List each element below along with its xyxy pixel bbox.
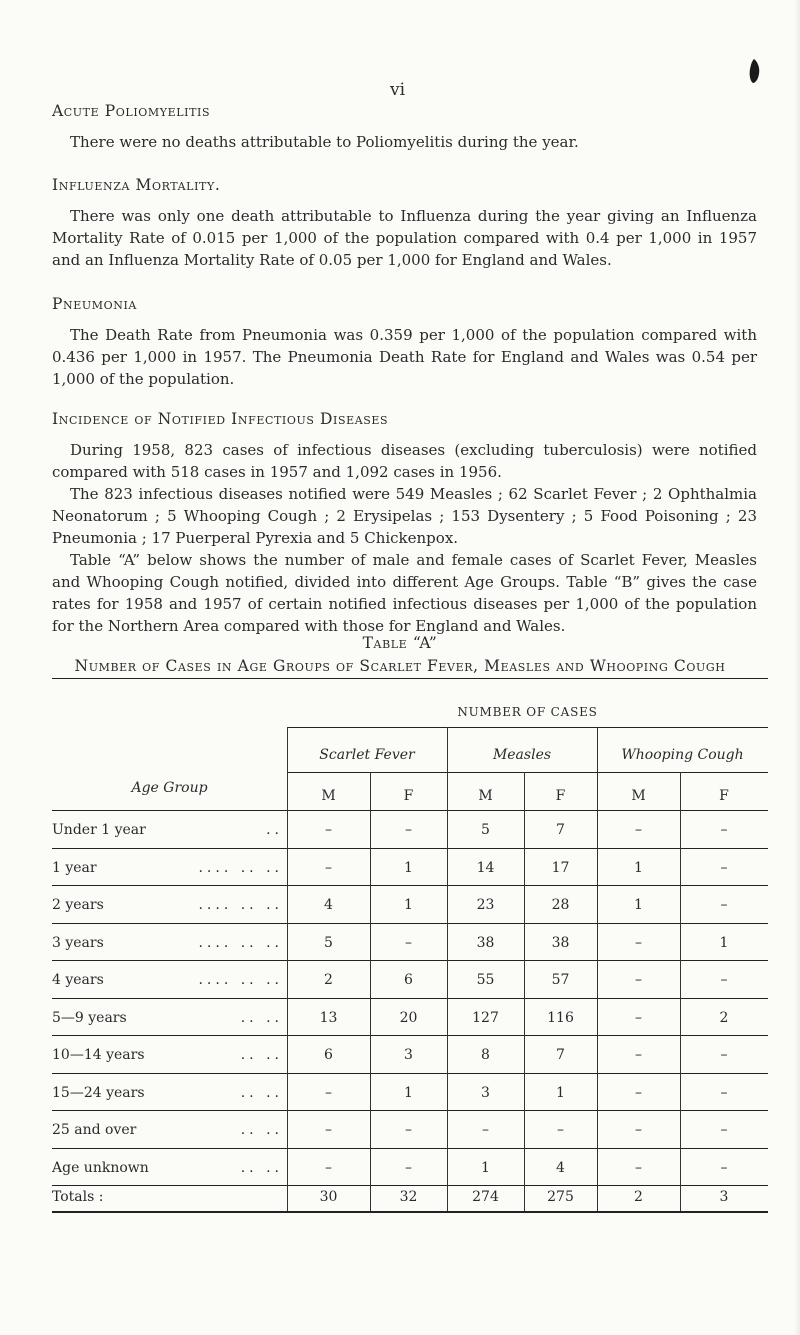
table-cell: 7 bbox=[556, 1047, 565, 1063]
row-rule bbox=[52, 885, 768, 886]
age-group-label: 3 years bbox=[52, 934, 104, 951]
age-group-label: 15—24 years bbox=[52, 1084, 145, 1101]
section-heading: Influenza Mortality. bbox=[52, 176, 221, 194]
row-rule bbox=[52, 1110, 768, 1111]
leader-dots: .. .. bbox=[240, 1009, 283, 1026]
table-cell: – bbox=[635, 1047, 642, 1063]
totals-cell: 274 bbox=[472, 1189, 499, 1205]
leader-dots: .. .. bbox=[240, 1084, 283, 1101]
table-row-label bbox=[52, 935, 287, 951]
row-rule bbox=[52, 1148, 768, 1149]
table-row-label bbox=[52, 860, 287, 876]
leader-dots: .. .. bbox=[240, 1047, 283, 1063]
table-cell: – bbox=[325, 859, 332, 876]
table-row-label bbox=[52, 1047, 287, 1063]
table-caption: Number of Cases in Age Groups of Scarlet Fever, Measles and Whooping Cough bbox=[74, 657, 726, 675]
sex-divider bbox=[680, 772, 681, 1211]
sex-subheader: F bbox=[555, 788, 566, 804]
row-rule bbox=[52, 960, 768, 961]
table-cell: – bbox=[720, 897, 728, 913]
table-cell: 2 bbox=[324, 972, 333, 988]
paragraph: Table “A” below shows the number of male and female cases of Scarlet Fever, Measles and Whooping Cough notified, divided into different Age Groups. Table “B” gives the case rates for 1958 and 1957 of certain notified infectious diseases per 1,000 of the population for the Northern Area compared with those for England and Wales. bbox=[52, 551, 757, 635]
table-cell: 55 bbox=[476, 972, 495, 988]
table-cell: 1 bbox=[404, 859, 413, 876]
table-row-label bbox=[52, 1160, 287, 1176]
sex-subheader: F bbox=[719, 788, 729, 804]
table-cell: 116 bbox=[547, 1009, 574, 1026]
group-divider bbox=[597, 727, 598, 1211]
table-bottom-rule bbox=[52, 1211, 768, 1213]
number-of-cases-header: NUMBER OF CASES bbox=[457, 705, 598, 719]
table-row-label bbox=[52, 972, 287, 988]
table-cell: 57 bbox=[551, 972, 570, 988]
totals-cell: 2 bbox=[634, 1189, 643, 1205]
row-rule bbox=[52, 1073, 768, 1074]
table-label: Table “A” bbox=[362, 634, 438, 652]
age-group-label: 25 and over bbox=[52, 1122, 137, 1138]
table-cell: 3 bbox=[404, 1047, 413, 1063]
section-body bbox=[52, 324, 757, 390]
table-cell: – bbox=[635, 972, 642, 988]
table-cell: – bbox=[635, 1009, 642, 1026]
table-cell: 127 bbox=[472, 1009, 499, 1026]
table-cell: – bbox=[405, 1159, 412, 1176]
row-rule bbox=[52, 923, 768, 924]
table-cell: 8 bbox=[481, 1047, 490, 1063]
subheader-rule bbox=[287, 772, 768, 773]
paragraph: The 823 infectious diseases notified were 549 Measles ; 62 Scarlet Fever ; 2 Ophthalmia Neonatorum ; 5 Whooping Cough ; 2 Erysipelas ; 153 Dysentery ; 5 Food Poisoning ; 23 Pneumonia ; 17 Puerperal Pyrexia and 5 Chickenpox. bbox=[52, 485, 757, 547]
table-cell: 1 bbox=[404, 897, 413, 913]
leader-dots: .... .. .. bbox=[198, 972, 283, 988]
table-cell: – bbox=[720, 1159, 728, 1176]
table-cell: 2 bbox=[719, 1009, 729, 1026]
cases-table bbox=[52, 675, 768, 1205]
table-cell: 20 bbox=[399, 1009, 418, 1026]
table-cell: 13 bbox=[319, 1009, 338, 1026]
table-cell: 38 bbox=[476, 934, 495, 951]
table-cell: – bbox=[720, 859, 728, 876]
section-body bbox=[52, 439, 757, 637]
sex-subheader: M bbox=[321, 788, 336, 804]
table-row-label bbox=[52, 897, 287, 913]
table-row-label bbox=[52, 1122, 287, 1138]
table-cell: – bbox=[405, 934, 412, 951]
row-rule bbox=[52, 1185, 768, 1186]
header-rule bbox=[287, 727, 768, 728]
section-body bbox=[52, 131, 757, 153]
table-cell: 4 bbox=[324, 897, 333, 913]
table-cell: 6 bbox=[324, 1047, 333, 1063]
table-cell: – bbox=[325, 1084, 332, 1101]
group-divider bbox=[447, 727, 448, 1211]
table-cell: 3 bbox=[481, 1084, 490, 1101]
table-cell: – bbox=[405, 1122, 412, 1138]
measles-header: Measles bbox=[492, 747, 552, 763]
table-row-label bbox=[52, 1085, 287, 1101]
ink-blot-mark bbox=[748, 58, 760, 84]
age-group-header: Age Group bbox=[131, 780, 208, 796]
totals-cell: 30 bbox=[319, 1189, 338, 1205]
table-cell: – bbox=[720, 1084, 728, 1101]
sex-subheader: M bbox=[631, 788, 646, 804]
row-rule bbox=[52, 848, 768, 849]
group-divider bbox=[287, 727, 288, 1211]
sex-subheader: F bbox=[403, 788, 414, 804]
table-cell: – bbox=[325, 1159, 332, 1176]
page-number: vi bbox=[390, 80, 406, 100]
table-cell: – bbox=[635, 1159, 642, 1176]
scarlet-fever-header: Scarlet Fever bbox=[319, 747, 415, 763]
table-cell: – bbox=[325, 1122, 332, 1138]
age-group-label: 1 year bbox=[52, 859, 97, 876]
table-cell: 23 bbox=[476, 897, 495, 913]
table-cell: 17 bbox=[551, 859, 570, 876]
table-cell: – bbox=[635, 1122, 642, 1138]
table-cell: 1 bbox=[404, 1084, 413, 1101]
table-cell: – bbox=[635, 822, 642, 838]
table-cell: – bbox=[482, 1122, 489, 1138]
age-group-label: Age unknown bbox=[52, 1159, 149, 1176]
leader-dots: .. .. bbox=[240, 1159, 283, 1176]
paragraph: During 1958, 823 cases of infectious diseases (excluding tuberculosis) were notified compared with 518 cases in 1957 and 1,092 cases in 1956. bbox=[52, 441, 757, 481]
table-cell: 7 bbox=[556, 822, 565, 838]
table-cell: 5 bbox=[481, 822, 490, 838]
age-group-label: 4 years bbox=[52, 972, 104, 988]
table-cell: 1 bbox=[556, 1084, 565, 1101]
row-rule bbox=[52, 1035, 768, 1036]
table-cell: – bbox=[557, 1122, 564, 1138]
table-cell: 1 bbox=[719, 934, 729, 951]
table-cell: – bbox=[635, 1084, 642, 1101]
age-group-label: 2 years bbox=[52, 897, 104, 913]
section-heading: Incidence of Notified Infectious Diseases bbox=[52, 410, 389, 428]
table-cell: – bbox=[720, 1047, 728, 1063]
section-heading: Pneumonia bbox=[52, 295, 137, 313]
table-top-rule bbox=[52, 678, 768, 679]
age-group-label: Under 1 year bbox=[52, 822, 146, 838]
table-cell: – bbox=[720, 972, 728, 988]
totals-label: Totals : bbox=[52, 1189, 104, 1205]
table-cell: – bbox=[325, 822, 332, 838]
section-body bbox=[52, 205, 757, 271]
section-heading: Acute Poliomyelitis bbox=[52, 102, 211, 120]
table-cell: 14 bbox=[476, 859, 495, 876]
row-rule bbox=[52, 998, 768, 999]
totals-cell: 275 bbox=[547, 1189, 574, 1205]
table-cell: – bbox=[405, 822, 412, 838]
table-cell: – bbox=[720, 1122, 728, 1138]
totals-cell: 32 bbox=[399, 1189, 418, 1205]
table-cell: 5 bbox=[324, 934, 333, 951]
whooping-cough-header: Whooping Cough bbox=[621, 747, 744, 763]
row-rule bbox=[52, 810, 768, 811]
table-cell: 28 bbox=[551, 897, 570, 913]
table-cell: 1 bbox=[634, 859, 643, 876]
paragraph: There were no deaths attributable to Poliomyelitis during the year. bbox=[70, 133, 579, 151]
totals-cell: 3 bbox=[719, 1189, 729, 1205]
leader-dots: .... .. .. bbox=[198, 859, 283, 876]
table-cell: 6 bbox=[404, 972, 413, 988]
leader-dots: .... .. .. bbox=[198, 897, 283, 913]
leader-dots: .. .. bbox=[240, 1122, 283, 1138]
sex-subheader: M bbox=[478, 788, 493, 804]
table-cell: – bbox=[720, 822, 728, 838]
table-cell: 38 bbox=[551, 934, 570, 951]
age-group-label: 5—9 years bbox=[52, 1009, 127, 1026]
paragraph: There was only one death attributable to Influenza during the year giving an Influenza Mortality Rate of 0.015 per 1,000 of the population compared with 0.4 per 1,000 in 1957 and an Influenza Mortality Rate of 0.05 per 1,000 for England and Wales. bbox=[52, 207, 757, 269]
sex-divider bbox=[524, 772, 525, 1211]
leader-dots: .. bbox=[266, 822, 283, 838]
paragraph: The Death Rate from Pneumonia was 0.359 per 1,000 of the population compared with 0.436 per 1,000 in 1957. The Pneumonia Death Rate for England and Wales was 0.54 per 1,000 of the population. bbox=[52, 326, 757, 388]
table-cell: 1 bbox=[634, 897, 643, 913]
table-row-label bbox=[52, 1010, 287, 1026]
table-row-label bbox=[52, 822, 287, 838]
table-cell: 4 bbox=[556, 1159, 565, 1176]
table-cell: – bbox=[635, 934, 642, 951]
age-group-label: 10—14 years bbox=[52, 1047, 145, 1063]
sex-divider bbox=[370, 772, 371, 1211]
table-cell: 1 bbox=[481, 1159, 490, 1176]
leader-dots: .... .. .. bbox=[198, 934, 283, 951]
